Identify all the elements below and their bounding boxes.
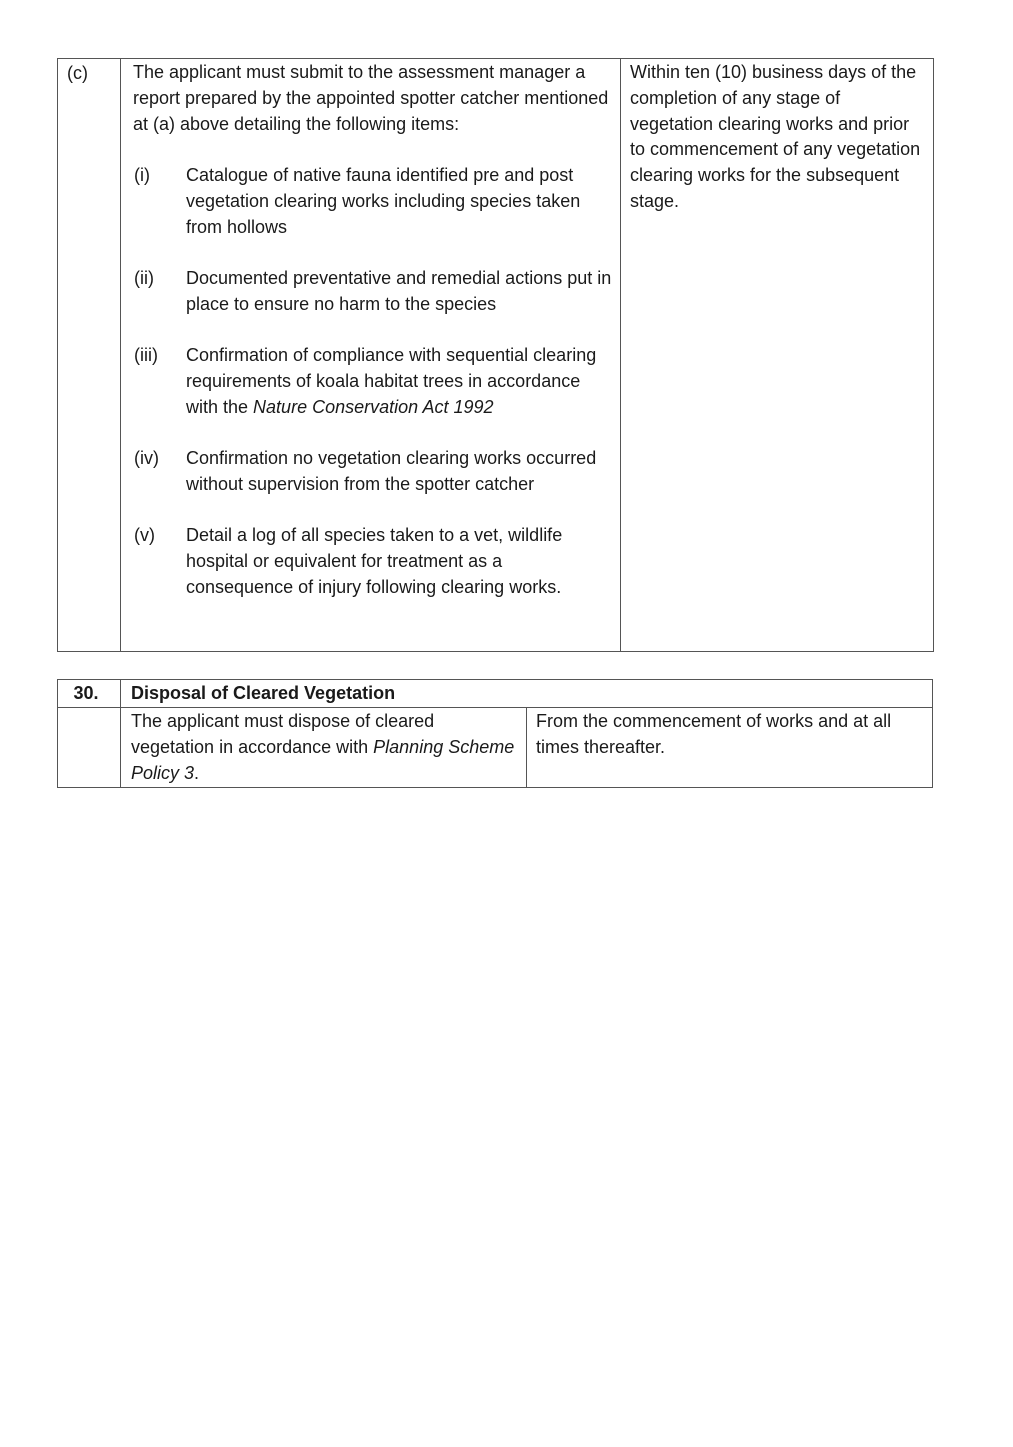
condition-number: 30. bbox=[73, 683, 99, 703]
condition-30-table bbox=[57, 679, 933, 788]
condition-c-timing: Within ten (10) business days of the completion of any stage of vegetation clearing works and prior to commencement of any vegetation clearing works for the subsequent stage. bbox=[630, 62, 921, 211]
condition-30-number-cell bbox=[58, 680, 121, 708]
item-text: Confirmation no vegetation clearing works occurred without supervision from the spotter catcher bbox=[186, 448, 597, 494]
item-number: (ii) bbox=[134, 267, 154, 288]
condition-30-body-row bbox=[58, 708, 933, 788]
item-text: Documented preventative and remedial actions put in place to ensure no harm to the species bbox=[186, 267, 612, 314]
condition-c-label: (c) bbox=[67, 63, 88, 83]
item-text bbox=[186, 343, 614, 420]
condition-30-header-row bbox=[58, 680, 933, 708]
requirement-text: The applicant must dispose of cleared vegetation in accordance with bbox=[131, 711, 435, 757]
item-number: (iii) bbox=[134, 345, 158, 366]
list-item bbox=[121, 446, 620, 498]
condition-title: Disposal of Cleared Vegetation bbox=[121, 680, 933, 708]
requirement-end: . bbox=[194, 762, 200, 783]
empty-cell bbox=[58, 708, 121, 788]
condition-c-intro: The applicant must submit to the assessment manager a report prepared by the appointed spotter catcher mentioned at (a) above detailing the following items: bbox=[133, 62, 609, 134]
act-name-italic: Nature Conservation Act 1992 bbox=[253, 396, 494, 417]
condition-30-requirement bbox=[121, 708, 527, 788]
condition-c-label-cell bbox=[58, 59, 121, 652]
list-item bbox=[121, 523, 620, 600]
condition-c-row bbox=[58, 59, 934, 652]
condition-c-table bbox=[57, 58, 934, 652]
policy-name-italic: Planning Scheme Policy 3 bbox=[131, 736, 515, 783]
condition-30-timing: From the commencement of works and at all times thereafter. bbox=[527, 708, 933, 788]
list-item bbox=[121, 266, 620, 318]
item-number: (i) bbox=[134, 164, 150, 185]
list-item bbox=[121, 163, 620, 240]
list-item bbox=[121, 343, 620, 420]
condition-c-timing-cell bbox=[621, 59, 934, 652]
item-text: Catalogue of native fauna identified pre and post vegetation clearing works including species taken from hollows bbox=[186, 164, 581, 237]
condition-c-item-list bbox=[121, 163, 620, 601]
item-text-plain: Confirmation of compliance with sequential clearing requirements of koala habitat trees in accordance with the bbox=[186, 345, 597, 417]
item-text: Detail a log of all species taken to a vet, wildlife hospital or equivalent for treatment as a consequence of injury following clearing works. bbox=[186, 525, 563, 597]
item-number: (v) bbox=[134, 525, 155, 546]
condition-c-requirement-cell bbox=[121, 59, 621, 652]
item-number: (iv) bbox=[134, 448, 159, 469]
